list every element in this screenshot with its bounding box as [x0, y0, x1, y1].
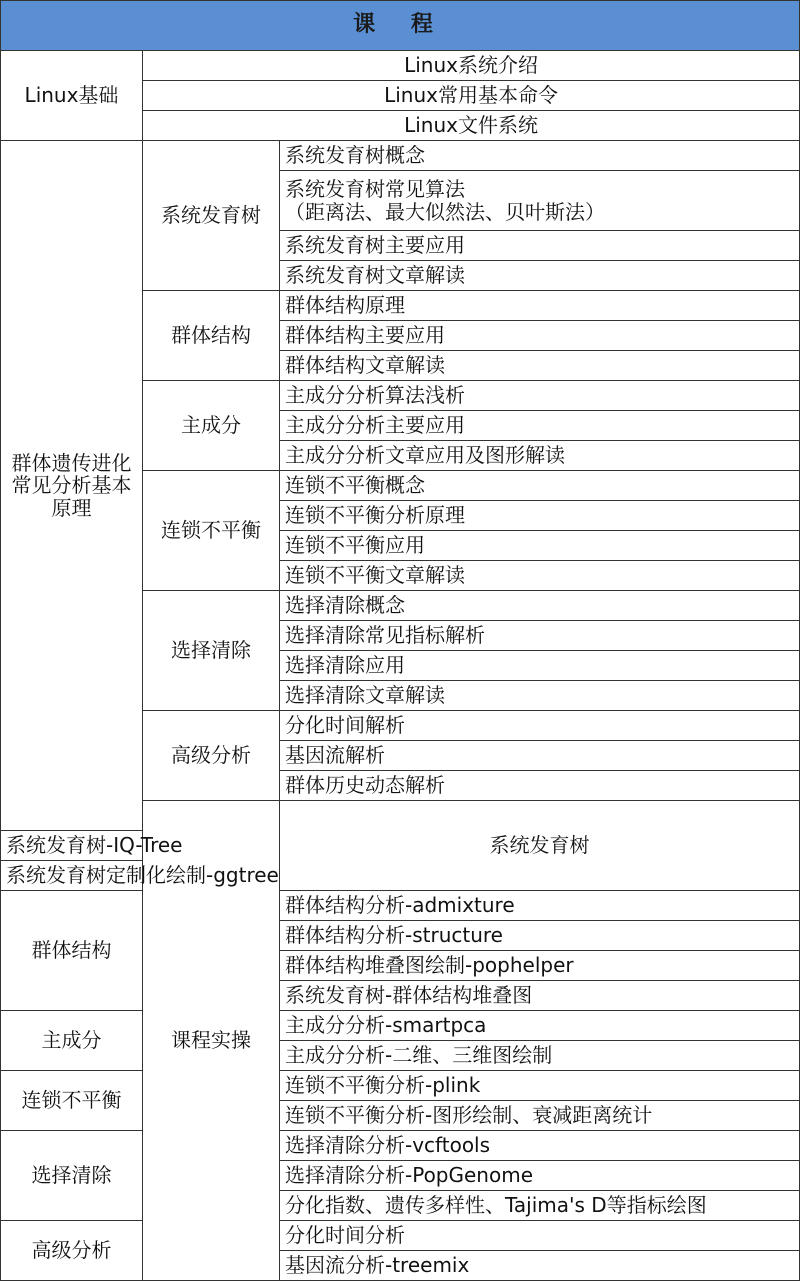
list-item: 连锁不平衡应用	[280, 531, 800, 561]
list-item: 系统发育树定制化绘制-ggtree	[1, 861, 143, 891]
list-item: 主成分分析-smartpca	[280, 1011, 800, 1041]
list-item: 主成分分析算法浅析	[280, 381, 800, 411]
linux-item: Linux系统介绍	[143, 51, 800, 81]
list-item: 群体结构主要应用	[280, 321, 800, 351]
list-item: 选择清除分析-PopGenome	[280, 1161, 800, 1191]
list-item: 群体结构分析-structure	[280, 921, 800, 951]
list-item: 选择清除文章解读	[280, 681, 800, 711]
group-advanced-analysis: 高级分析	[1, 1221, 143, 1281]
list-item: 主成分分析主要应用	[280, 411, 800, 441]
list-item: 群体历史动态解析	[280, 771, 800, 801]
list-item: 选择清除概念	[280, 591, 800, 621]
group-pca: 主成分	[1, 1011, 143, 1071]
section-linux-basics: Linux基础	[1, 51, 143, 141]
list-item: 分化时间分析	[280, 1221, 800, 1251]
list-item: 选择清除应用	[280, 651, 800, 681]
list-item: 主成分分析文章应用及图形解读	[280, 441, 800, 471]
list-item: 选择清除常见指标解析	[280, 621, 800, 651]
list-item	[280, 171, 800, 231]
group-phylogeny: 系统发育树	[280, 801, 800, 891]
list-item: 系统发育树主要应用	[280, 231, 800, 261]
list-item: 群体结构堆叠图绘制-pophelper	[280, 951, 800, 981]
list-item: 系统发育树文章解读	[280, 261, 800, 291]
list-item: 基因流分析-treemix	[280, 1251, 800, 1281]
list-item: 连锁不平衡概念	[280, 471, 800, 501]
group-pca: 主成分	[143, 381, 280, 471]
list-item: 分化时间解析	[280, 711, 800, 741]
group-phylogeny: 系统发育树	[143, 141, 280, 291]
list-item: 主成分分析-二维、三维图绘制	[280, 1041, 800, 1071]
section-practice: 课程实操	[143, 801, 280, 1281]
list-item-line: （距离法、最大似然法、贝叶斯法）	[285, 199, 605, 224]
list-item-line: 系统发育树常见算法	[285, 177, 465, 202]
section-principles: 群体遗传进化常见分析基本原理	[1, 141, 143, 831]
list-item: 分化指数、遗传多样性、Tajima's D等指标绘图	[280, 1191, 800, 1221]
list-item: 系统发育树概念	[280, 141, 800, 171]
list-item: 基因流解析	[280, 741, 800, 771]
list-item: 连锁不平衡分析原理	[280, 501, 800, 531]
list-item: 连锁不平衡文章解读	[280, 561, 800, 591]
table-title: 课 程	[1, 1, 800, 51]
list-item: 连锁不平衡分析-plink	[280, 1071, 800, 1101]
group-population-structure: 群体结构	[1, 891, 143, 1011]
linux-item: Linux文件系统	[143, 111, 800, 141]
list-item: 群体结构分析-admixture	[280, 891, 800, 921]
group-advanced-analysis: 高级分析	[143, 711, 280, 801]
group-linkage-disequilibrium: 连锁不平衡	[143, 471, 280, 591]
list-item: 连锁不平衡分析-图形绘制、衰减距离统计	[280, 1101, 800, 1131]
list-item: 系统发育树-群体结构堆叠图	[280, 981, 800, 1011]
group-selective-sweep: 选择清除	[1, 1131, 143, 1221]
list-item: 群体结构原理	[280, 291, 800, 321]
group-selective-sweep: 选择清除	[143, 591, 280, 711]
list-item: 群体结构文章解读	[280, 351, 800, 381]
linux-item: Linux常用基本命令	[143, 81, 800, 111]
list-item: 系统发育树-IQ-Tree	[1, 831, 143, 861]
group-linkage-disequilibrium: 连锁不平衡	[1, 1071, 143, 1131]
group-population-structure: 群体结构	[143, 291, 280, 381]
list-item: 选择清除分析-vcftools	[280, 1131, 800, 1161]
